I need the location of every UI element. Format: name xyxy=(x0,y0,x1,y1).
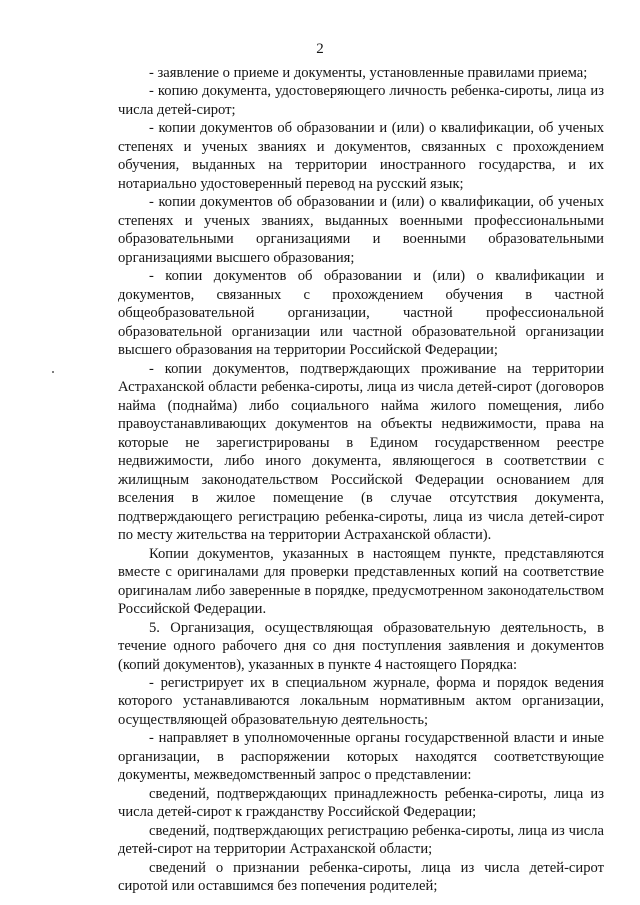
paragraph: - копии документов об образовании и (или) о квалификации и документов, связанных с прохождением обучения в частной общеобразовательной организации, частной профессиональной образовательной организации или частной образовательной организации высшего образования на территории Российской Федерации; xyxy=(118,268,604,359)
paragraph: - направляет в уполномоченные органы государственной власти и иные организации, в распоряжении которых находятся соответствующие документы, межведомственный запрос о представлении: xyxy=(118,730,604,784)
paragraph: - регистрирует их в специальном журнале, форма и порядок ведения которого устанавливаются локальным нормативным актом организации, осуществляющей образовательную деятельность; xyxy=(118,674,604,728)
paragraph: Копии документов, указанных в настоящем пункте, представляются вместе с оригиналами для проверки представленных копий на соответствие оригиналам либо заверенные в порядке, предусмотренном законодательством Российской Федерации. xyxy=(118,545,604,618)
paragraph: 5. Организация, осуществляющая образовательную деятельность, в течение одного рабочего дня со дня поступления заявления и документов (копий документов), указанных в пункте 4 настоящего Порядка: xyxy=(118,619,604,673)
paragraph: сведений, подтверждающих регистрацию ребенка-сироты, лица из числа детей-сирот на территории Астраханской области; xyxy=(118,822,604,858)
paragraph: сведений о признании ребенка-сироты, лица из числа детей-сирот сиротой или оставшимся без попечения родителей; xyxy=(118,859,604,895)
document-body xyxy=(118,64,604,896)
page-number: 2 xyxy=(316,41,324,57)
scan-speck xyxy=(52,371,54,373)
paragraph: - копии документов об образовании и (или) о квалификации, об ученых степенях и ученых званиях, выданных военными профессиональными образовательными организациями и военными образовательными организациями высшего образования; xyxy=(118,194,604,266)
paragraph: - копии документов, подтверждающих проживание на территории Астраханской области ребенка-сироты, лица из числа детей-сирот (договоров найма (поднайма) либо социального найма жилого помещения, либо правоустанавливающих документов на объекты недвижимости, права на которые не зарегистрированы в Едином государственном реестре недвижимости, либо иного документа, являющегося в соответствии с жилищным законодательством Российской Федерации основанием для вселения в жилое помещение (в случае отсутствия документа, подтверждающего регистрацию ребенка-сироты, лица из числа детей-сирот по месту жительства на территории Астраханской области). xyxy=(118,360,604,544)
paragraph: - копию документа, удостоверяющего личность ребенка-сироты, лица из числа детей-сирот; xyxy=(118,83,604,118)
paragraph: сведений, подтверждающих принадлежность ребенка-сироты, лица из числа детей-сирот к гражданству Российской Федерации; xyxy=(118,785,604,821)
paragraph: - заявление о приеме и документы, установленные правилами приема; xyxy=(149,65,588,81)
paragraph: - копии документов об образовании и (или) о квалификации, об ученых степенях и ученых званиях и документов, связанных с прохождением обучения, выданных на территории иностранного государства, и их нотариально удостоверенный перевод на русский язык; xyxy=(118,120,604,192)
